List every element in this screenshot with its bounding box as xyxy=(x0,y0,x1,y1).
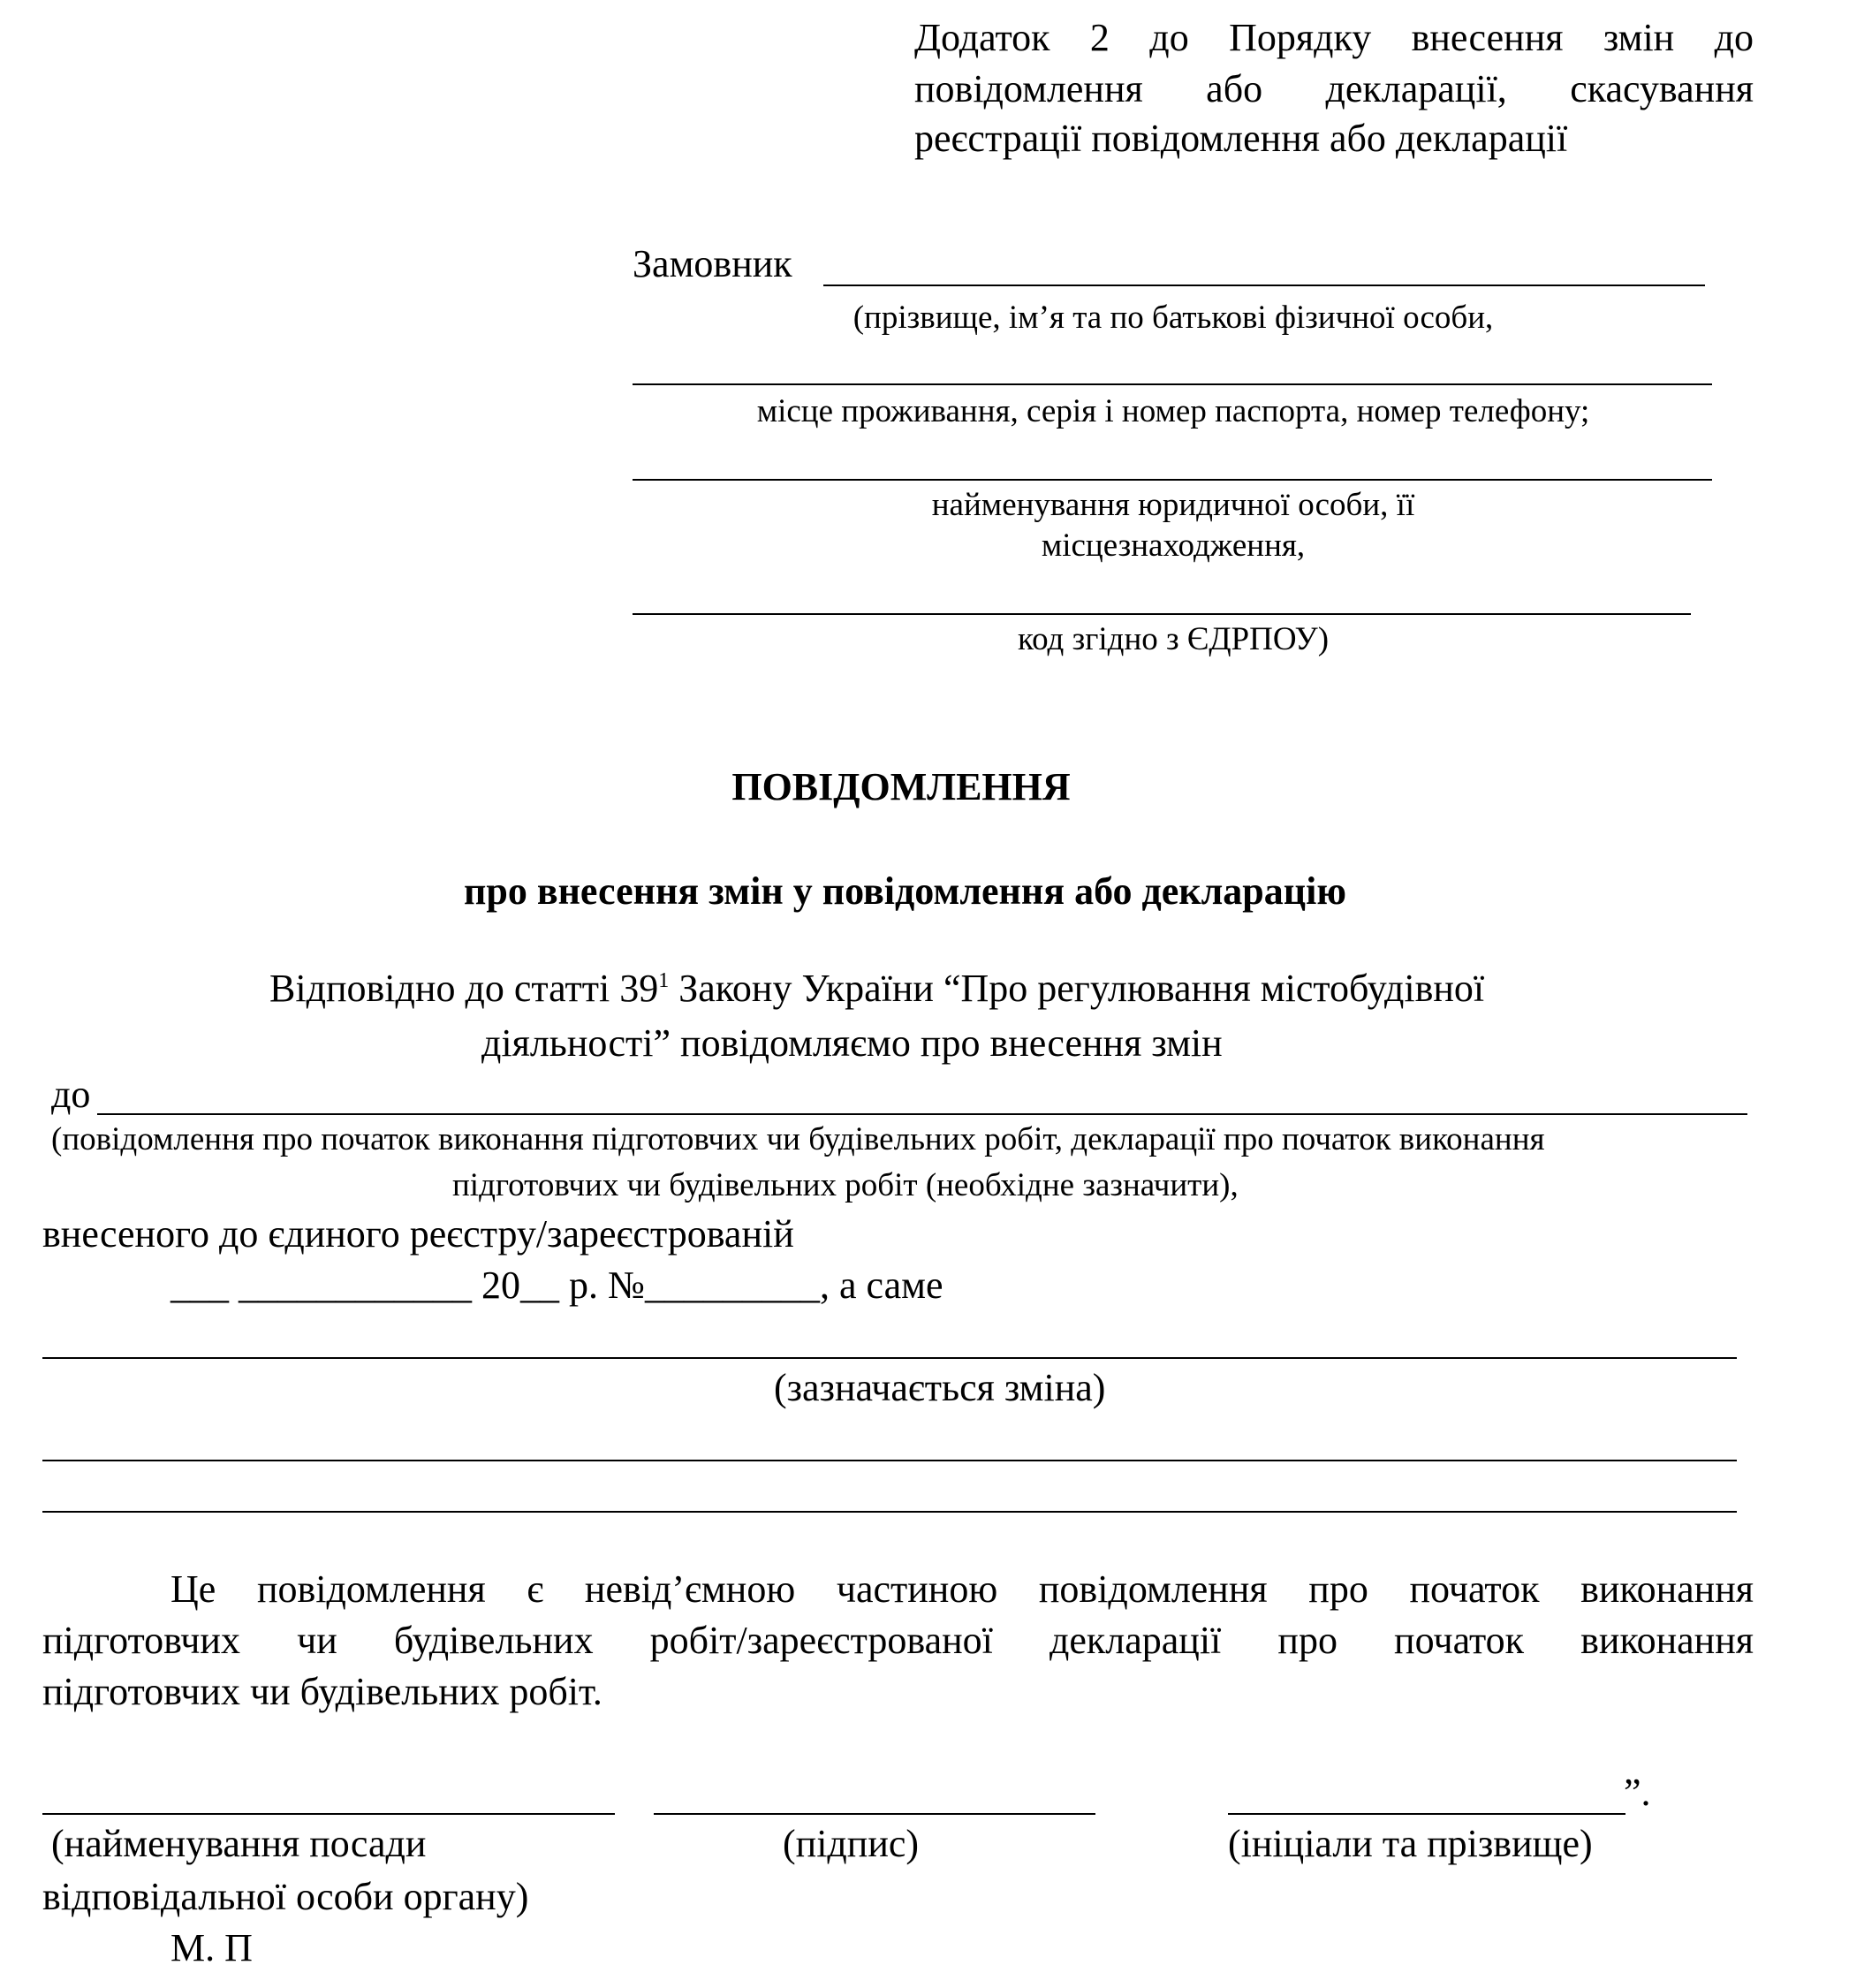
customer-hint-3a: найменування юридичної особи, її xyxy=(931,487,1415,523)
statement-line-1: Це повідомлення є невід’ємною частиною повідомлення про початок виконання xyxy=(171,1567,1754,1611)
position-hint-2: відповідальної особи органу) xyxy=(42,1875,529,1918)
to-document-line[interactable] xyxy=(97,1113,1747,1115)
appendix-line-3: реєстрації повідомлення або декларації xyxy=(914,117,1568,160)
customer-hint-4: код згідно з ЄДРПОУ) xyxy=(1017,621,1330,657)
customer-name-line[interactable] xyxy=(823,285,1705,286)
signature-hint: (підпис) xyxy=(783,1822,920,1865)
customer-legal-line[interactable] xyxy=(633,479,1712,481)
change-line-1[interactable] xyxy=(42,1357,1737,1359)
stamp-label: М. П xyxy=(171,1926,253,1969)
article-superscript: 1 xyxy=(658,969,670,992)
change-line-2[interactable] xyxy=(42,1460,1737,1461)
statement-line-3: підготовчих чи будівельних робіт. xyxy=(42,1670,602,1713)
position-signature-line[interactable] xyxy=(42,1813,615,1815)
registered-text: внесеного до єдиного реєстру/зареєстрованій xyxy=(42,1212,794,1256)
to-hint-2: підготовчих чи будівельних робіт (необхідне зазначити), xyxy=(452,1167,1239,1203)
customer-hint-2: місце проживання, серія і номер паспорта, номер телефону; xyxy=(756,393,1590,429)
closing-quote: ”. xyxy=(1624,1771,1651,1814)
customer-address-line[interactable] xyxy=(633,383,1712,385)
appendix-line-2: повідомлення або декларації, скасування xyxy=(914,67,1754,110)
signature-line[interactable] xyxy=(654,1813,1095,1815)
change-hint: (зазначається зміна) xyxy=(774,1366,1106,1409)
position-hint-1: (найменування посади xyxy=(51,1822,427,1865)
intro-text-a: Відповідно до статті 39 xyxy=(269,967,659,1010)
document-title: ПОВІДОМЛЕННЯ xyxy=(731,765,1071,808)
intro-text-b: Закону України “Про регулювання містобудівної xyxy=(669,967,1485,1010)
customer-hint-1: (прізвище, ім’я та по батькові фізичної особи, xyxy=(853,300,1494,336)
intro-line-1 xyxy=(269,963,1484,1014)
to-hint-1: (повідомлення про початок виконання підготовчих чи будівельних робіт, декларації про початок виконання xyxy=(51,1121,1545,1157)
intro-line-2: діяльності” повідомляємо про внесення змін xyxy=(481,1021,1223,1065)
customer-edrpou-line[interactable] xyxy=(633,613,1691,615)
appendix-line-1: Додаток 2 до Порядку внесення змін до xyxy=(914,16,1754,59)
name-hint: (ініціали та прізвище) xyxy=(1228,1822,1593,1865)
change-line-3[interactable] xyxy=(42,1511,1737,1513)
document-subtitle: про внесення змін у повідомлення або декларацію xyxy=(464,869,1346,913)
registration-date-number-line[interactable]: ___ ____________ 20__ р. №_________, а саме xyxy=(171,1263,943,1307)
to-label: до xyxy=(51,1073,91,1116)
customer-hint-3b: місцезнаходження, xyxy=(1041,527,1306,564)
customer-label: Замовник xyxy=(633,242,792,285)
statement-line-2: підготовчих чи будівельних робіт/зареєстрованої декларації про початок виконання xyxy=(42,1619,1754,1662)
name-signature-line[interactable] xyxy=(1228,1813,1625,1815)
